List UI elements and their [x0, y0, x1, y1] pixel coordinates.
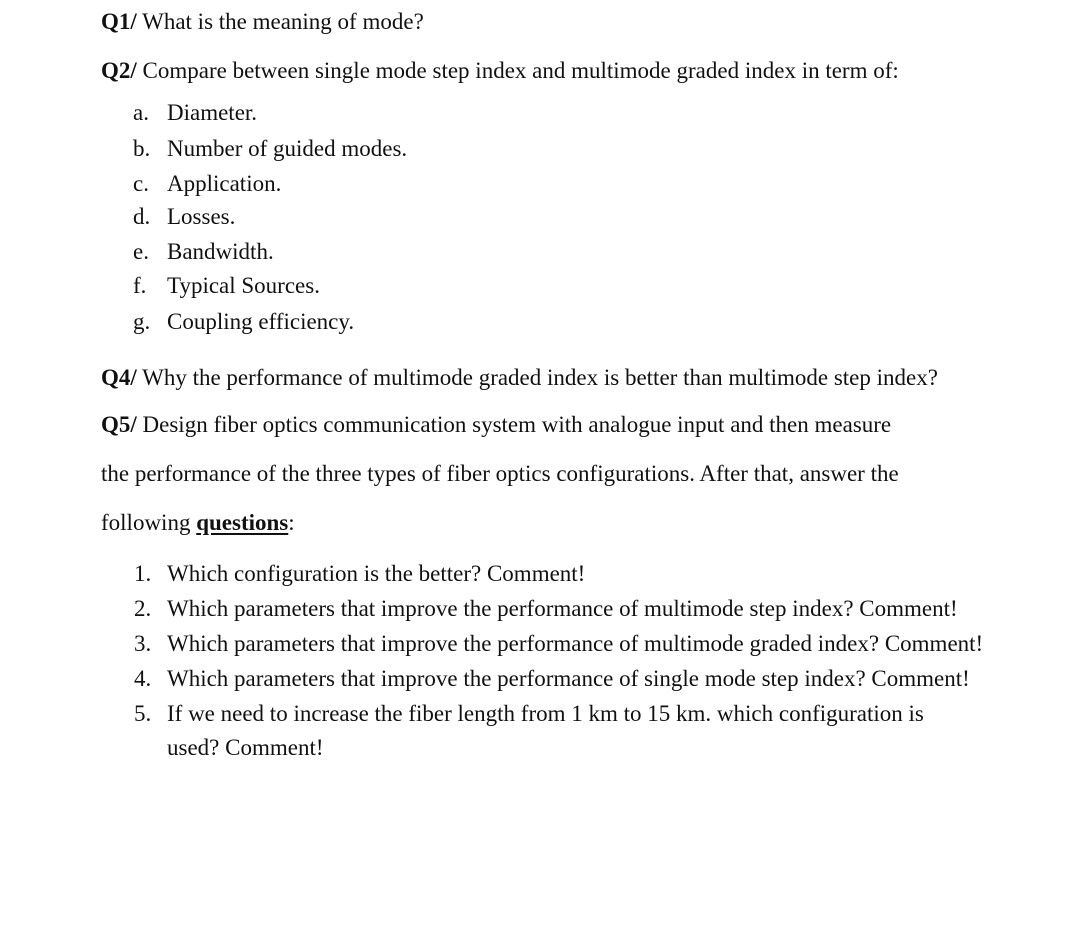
- q5-text-3-suffix: :: [288, 510, 295, 535]
- list-marker: 4.: [134, 666, 152, 691]
- q5-line-3: [101, 509, 295, 537]
- q5-text-2: the performance of the three types of fiber optics configurations. After that, answer the: [101, 461, 899, 486]
- list-item-text: Bandwidth.: [167, 239, 274, 264]
- list-item-text: Diameter.: [167, 100, 258, 125]
- q2-line: [101, 57, 899, 85]
- list-marker: 5.: [134, 701, 152, 726]
- list-item-text: If we need to increase the fiber length from 1 km to 15 km. which configuration is: [167, 701, 924, 726]
- list-marker: c.: [133, 171, 149, 196]
- list-item-text: Which configuration is the better? Comment!: [167, 561, 586, 586]
- list-item-text: Which parameters that improve the performance of single mode step index? Comment!: [167, 666, 970, 691]
- list-marker: d.: [133, 204, 151, 229]
- q5-line-2: [101, 460, 899, 488]
- list-item-text: Number of guided modes.: [167, 136, 408, 161]
- q4-text: Why the performance of multimode graded index is better than multimode step index?: [136, 365, 938, 390]
- list-marker: 3.: [134, 631, 152, 656]
- list-marker: f.: [133, 273, 147, 298]
- q5-questions-emphasis: questions: [196, 510, 289, 535]
- q5-line-1: [101, 411, 891, 439]
- q1-text: What is the meaning of mode?: [136, 9, 424, 34]
- list-marker: e.: [133, 239, 149, 264]
- q5-label: Q5/: [101, 412, 137, 437]
- list-item-text: Coupling efficiency.: [167, 309, 355, 334]
- list-item-text: Which parameters that improve the performance of multimode graded index? Comment!: [167, 631, 984, 656]
- list-item-text: Losses.: [167, 204, 236, 229]
- q2-text: Compare between single mode step index and multimode graded index in term of:: [136, 58, 899, 83]
- list-marker: a.: [133, 100, 149, 125]
- list-item-text: Application.: [167, 171, 282, 196]
- q5-text-1: Design fiber optics communication system with analogue input and then measure: [136, 412, 892, 437]
- list-marker: g.: [133, 309, 151, 334]
- list-marker: 2.: [134, 596, 152, 621]
- q2-label: Q2/: [101, 58, 137, 83]
- q1-label: Q1/: [101, 9, 137, 34]
- list-item-text: Typical Sources.: [167, 273, 320, 298]
- list-marker: b.: [133, 136, 151, 161]
- q4-line: [101, 364, 938, 392]
- q5-text-3-prefix: following: [101, 510, 197, 535]
- q1-line: [101, 8, 424, 36]
- list-marker: 1.: [134, 561, 152, 586]
- list-item-text: Which parameters that improve the performance of multimode step index? Comment!: [167, 596, 958, 621]
- q4-label: Q4/: [101, 365, 137, 390]
- list-item-continuation: used? Comment!: [167, 735, 324, 760]
